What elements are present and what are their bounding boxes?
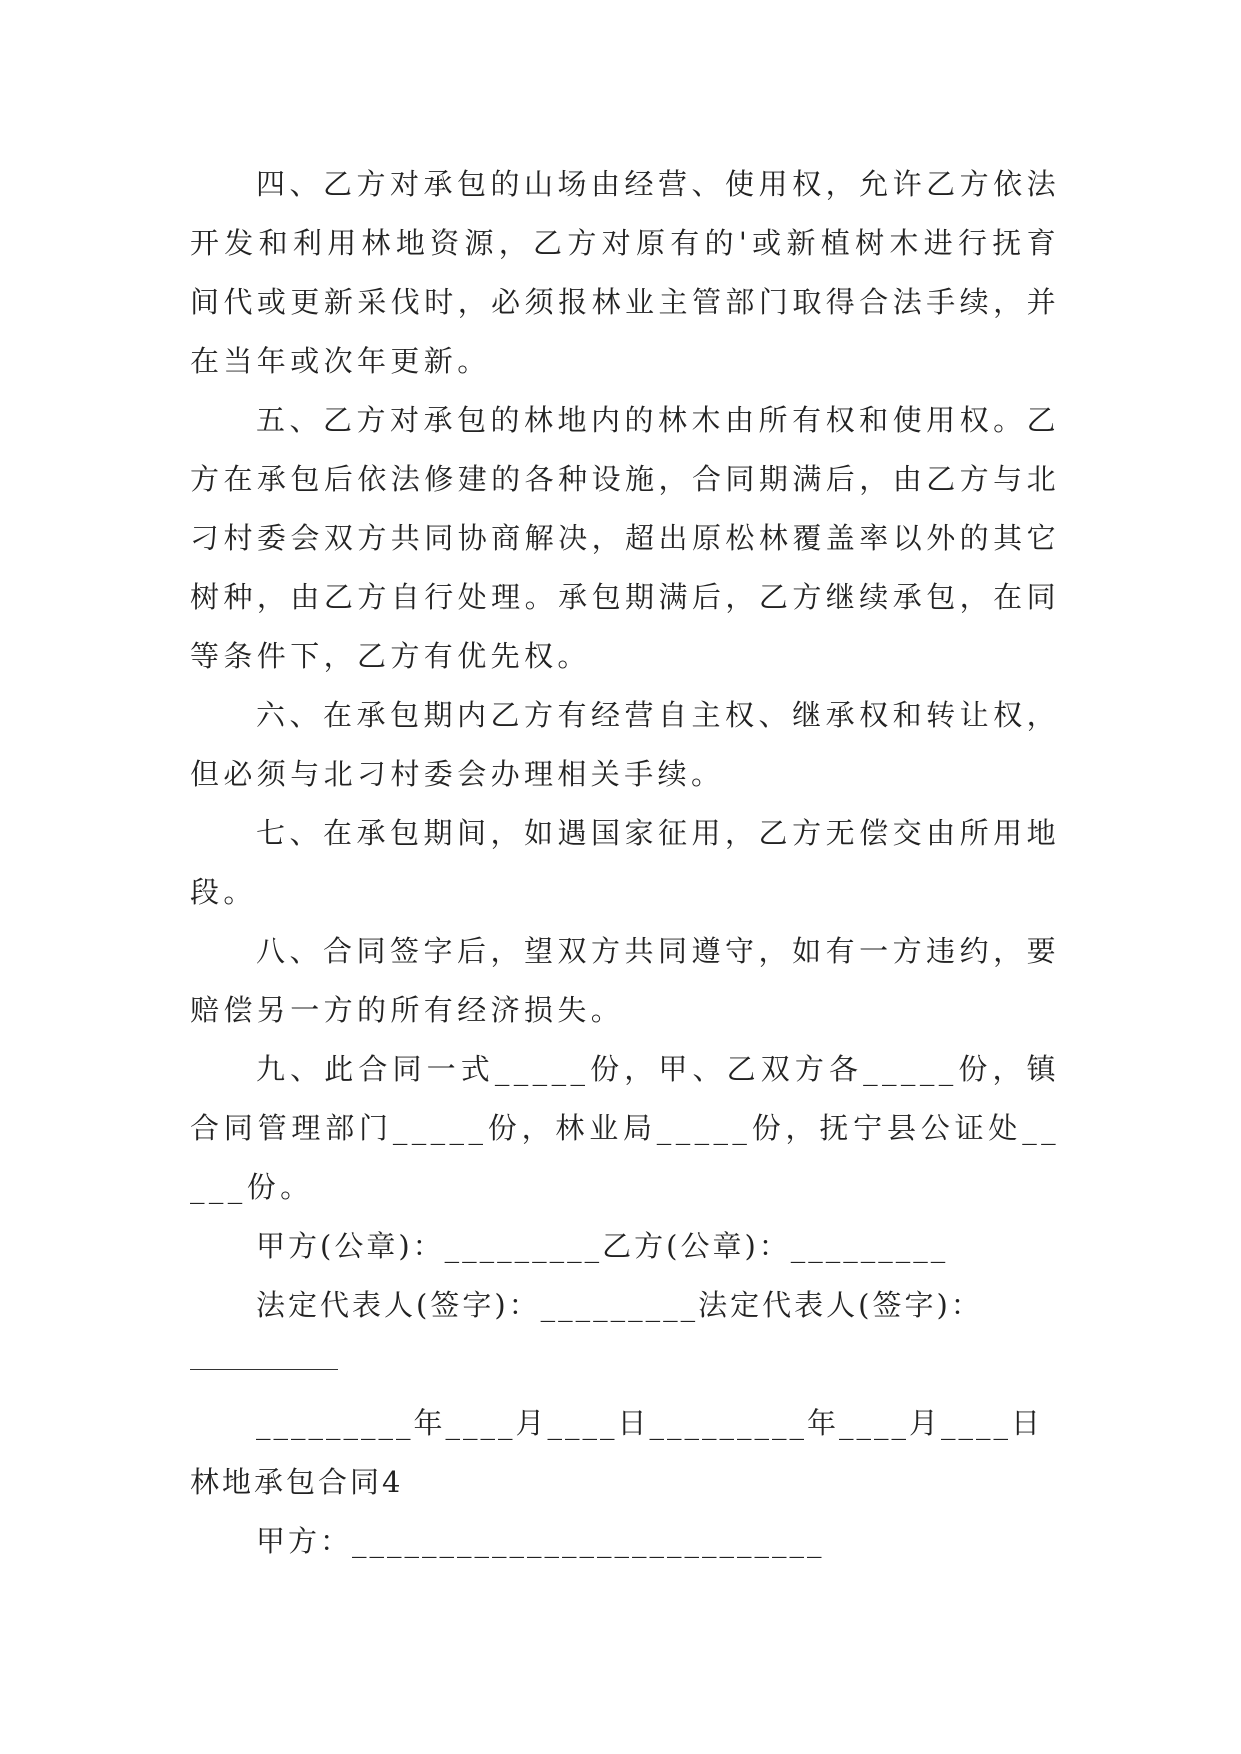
date-line: _________年____月____日_________年____月____日 bbox=[256, 1406, 1044, 1440]
signature-blank bbox=[190, 1335, 1060, 1394]
party-a-line: 甲方：___________________________ bbox=[256, 1524, 825, 1558]
signature-underline bbox=[190, 1369, 338, 1370]
clause-4: 四、乙方对承包的山场由经营、使用权，允许乙方依法开发和利用林地资源，乙方对原有的'或新植树木进行抚育间代或更新采伐时，必须报林业主管部门取得合法手续，并在当年或次年更新。 bbox=[190, 167, 1060, 378]
section-title: 林地承包合同4 bbox=[190, 1465, 404, 1499]
seal-line: 甲方(公章)：_________乙方(公章)：_________ bbox=[256, 1229, 949, 1263]
clause-9: 九、此合同一式_____份，甲、乙双方各_____份，镇合同管理部门_____份，林业局_____份，抚宁县公证处_____份。 bbox=[190, 1052, 1060, 1204]
clause-7: 七、在承包期间，如遇国家征用，乙方无偿交由所用地段。 bbox=[190, 816, 1060, 909]
document-page bbox=[190, 155, 1060, 1571]
clause-6: 六、在承包期内乙方有经营自主权、继承权和转让权，但必须与北刁村委会办理相关手续。 bbox=[190, 698, 1060, 791]
legal-representative-line: 法定代表人(签字)：_________法定代表人(签字)： bbox=[256, 1288, 983, 1322]
clause-8: 八、合同签字后，望双方共同遵守，如有一方违约，要赔偿另一方的所有经济损失。 bbox=[190, 934, 1060, 1027]
clause-5: 五、乙方对承包的林地内的林木由所有权和使用权。乙方在承包后依法修建的各种设施，合同期满后，由乙方与北刁村委会双方共同协商解决，超出原松林覆盖率以外的其它树种，由乙方自行处理。承包期满后，乙方继续承包，在同等条件下，乙方有优先权。 bbox=[190, 403, 1060, 673]
